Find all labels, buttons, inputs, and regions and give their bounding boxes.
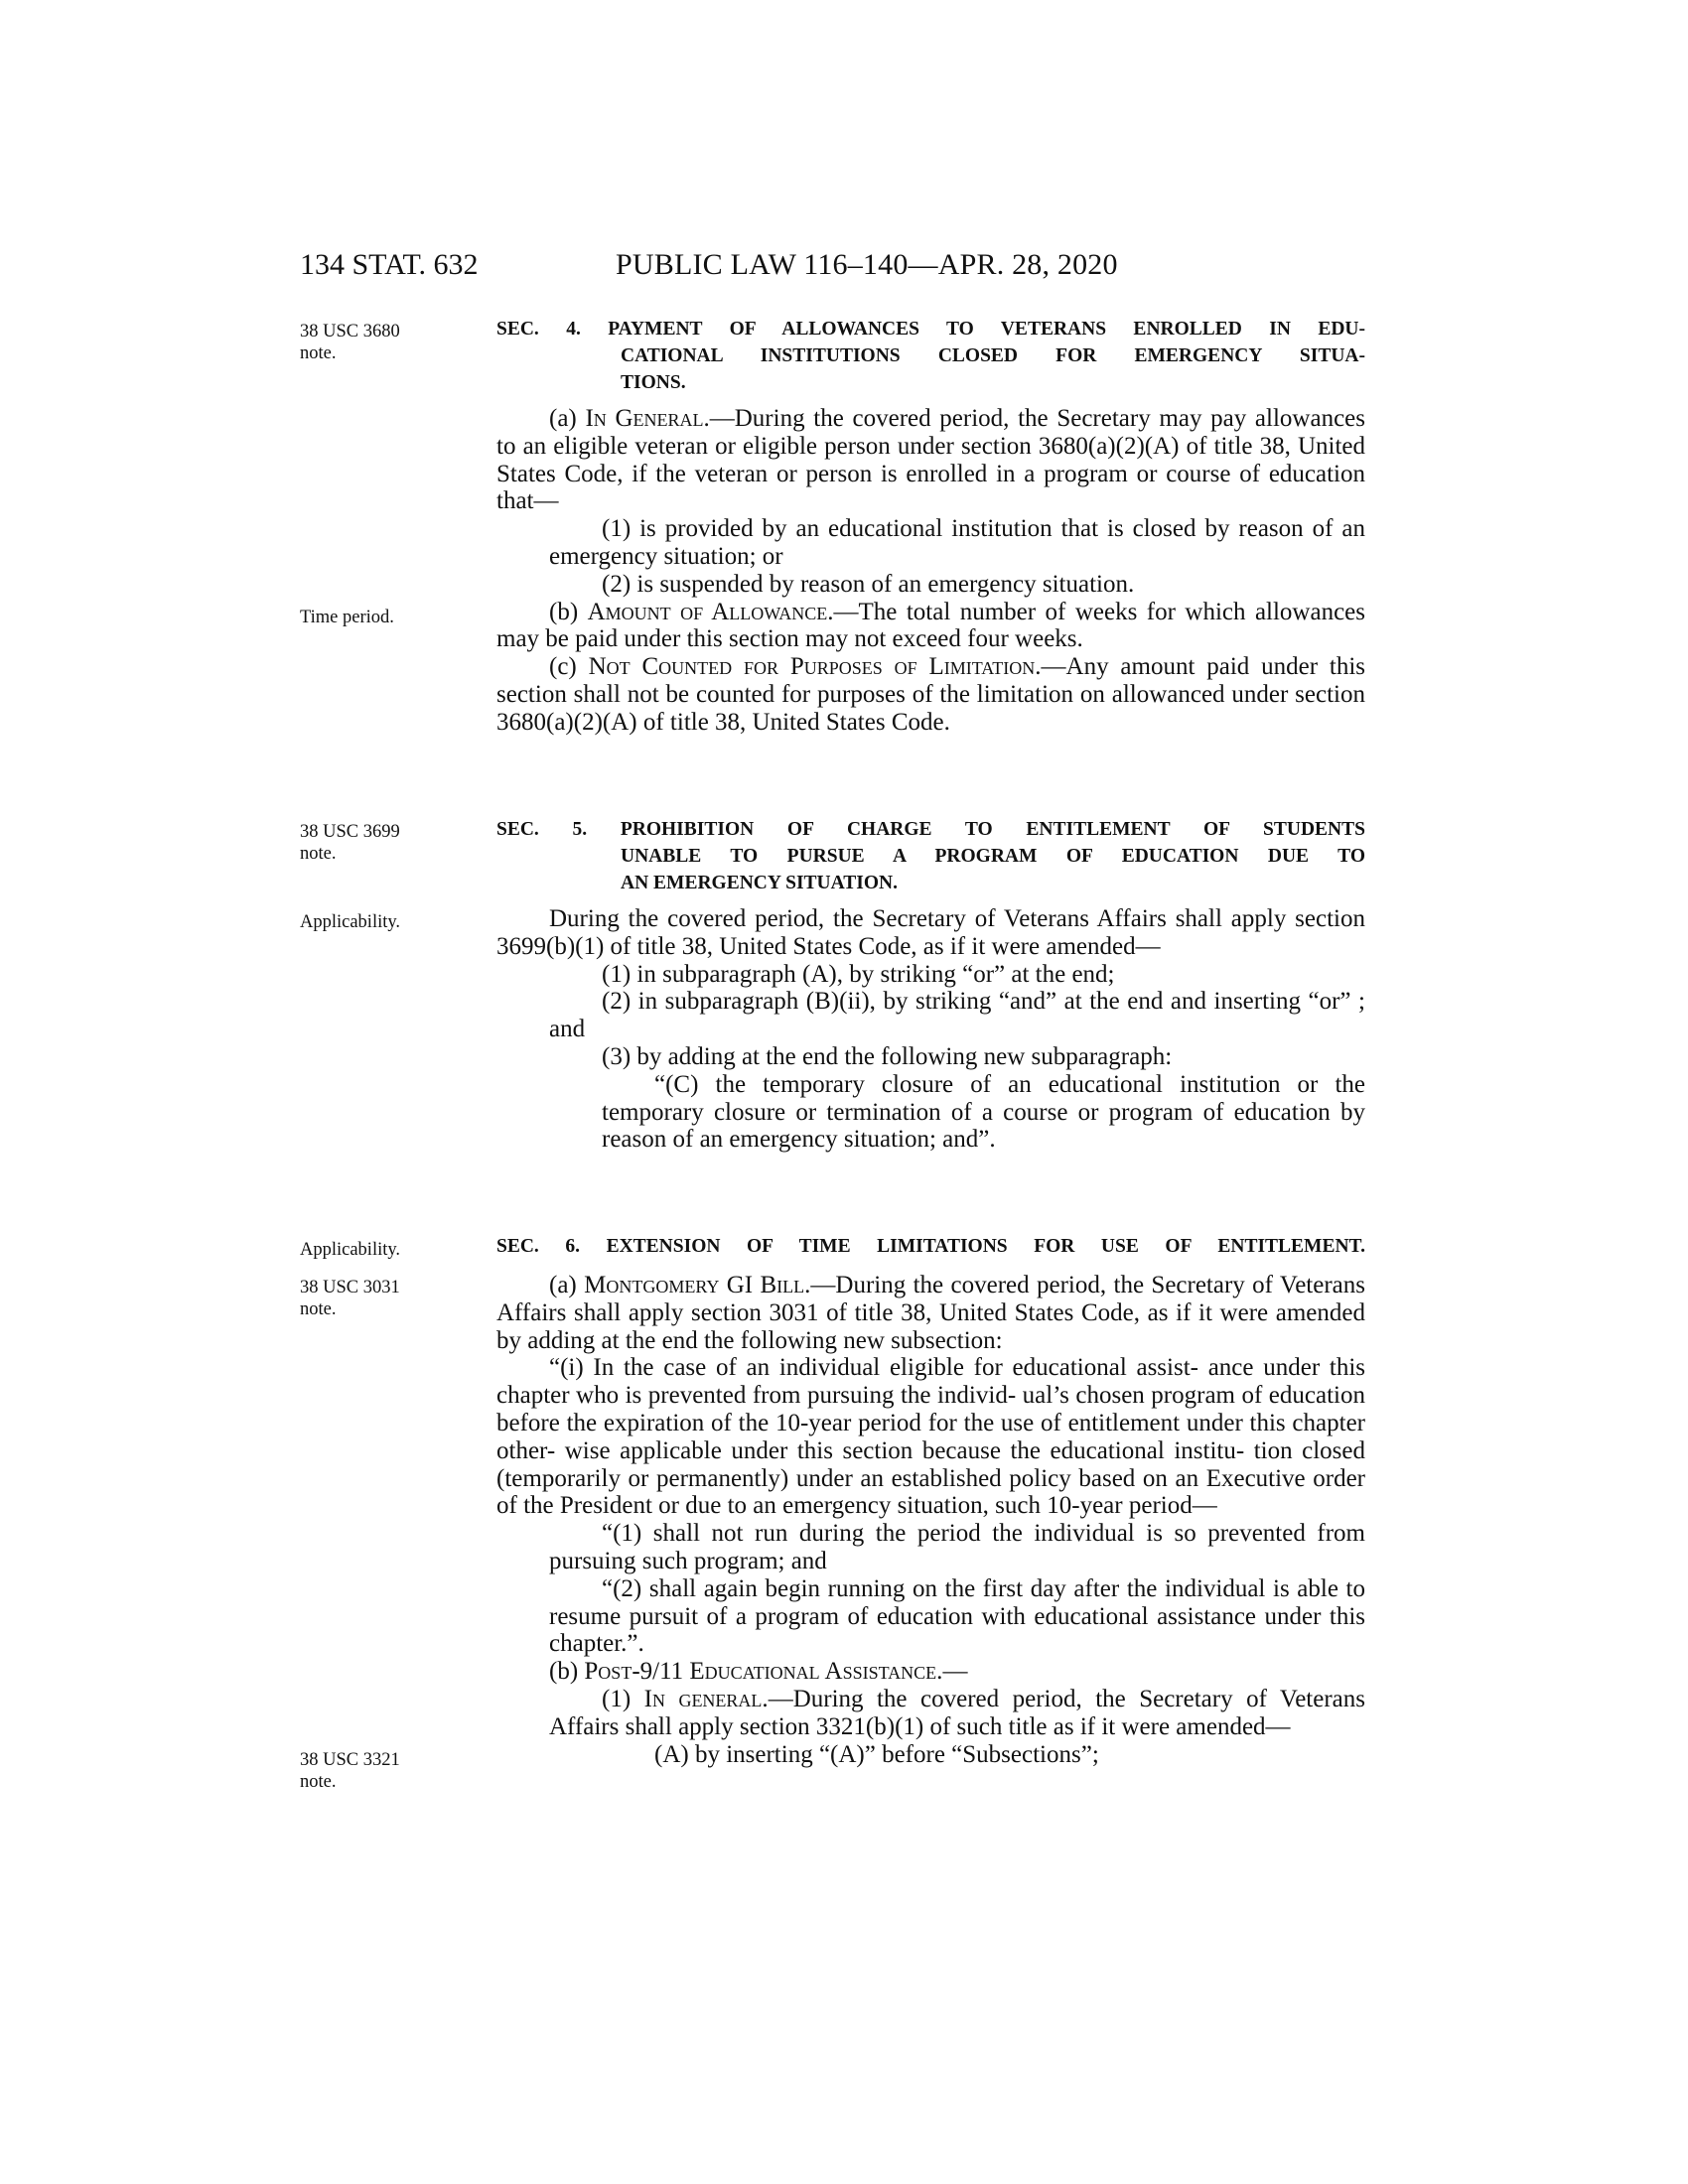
paragraph-2: (2) is suspended by reason of an emergency situation. (602, 570, 1135, 598)
margin-note-sec6b: 38 USC 3321 note. (300, 1750, 400, 1792)
section-5-heading: SEC. 5. PROHIBITION OF CHARGE TO ENTITLEMENT OF STUDENTS UNABLE TO PURSUE A PROGRAM OF EDUCATION DUE TO AN EMERGENCY SITUATION. (496, 819, 1365, 893)
margin-note-applicability: Applicability. (300, 1240, 401, 1260)
subsection-c: (c) Not Counted for Purposes of Limitation.—Any amount paid under this section shall not be counted for purposes of the limitation on allowanced under section 3680(a)(2)(A) of title 38, United States Code. (496, 653, 1365, 736)
paragraph-1: (1) is provided by an educational institution that is closed by reason of an emergency situation; or (549, 515, 1365, 570)
paragraph-3: (3) by adding at the end the following new subparagraph: (602, 1042, 1173, 1070)
subsection-b: (b) Post-9/11 Educational Assistance.— (549, 1658, 968, 1686)
paragraph-1: (1) In general.—During the covered period, the Secretary of Veterans Affairs shall apply section 3321(b)(1) of such title as if it were amended— (549, 1685, 1365, 1740)
paragraph-2: (2) in subparagraph (B)(ii), by striking “and” at the end and inserting “or” ; and (549, 988, 1365, 1043)
section-6-heading: SEC. 6. EXTENSION OF TIME LIMITATIONS FOR USE OF ENTITLEMENT. (496, 1236, 1365, 1257)
margin-note-applicability: Applicability. (300, 912, 401, 932)
section-5-body (496, 905, 1365, 1154)
margin-note-sec5: 38 USC 3699 note. (300, 822, 400, 864)
subsection-a: (a) Montgomery GI Bill.—During the covered period, the Secretary of Veterans Affairs shall apply section 3031 of title 38, United States Code, as if it were amended by adding at the end the following new subsection: (496, 1272, 1365, 1354)
subsection-b: (b) Amount of Allowance.—The total number of weeks for which allowances may be paid under this section may not exceed four weeks. (496, 598, 1366, 653)
section-5-intro: During the covered period, the Secretary of Veterans Affairs shall apply section 3699(b)(1) of title 38, United States Code, as if it were amended— (496, 905, 1365, 960)
section-4-heading: SEC. 4. PAYMENT OF ALLOWANCES TO VETERANS ENROLLED IN EDU- CATIONAL INSTITUTIONS CLOSED FOR EMERGENCY SITUA- TIONS. (496, 319, 1365, 393)
margin-note-time-period: Time period. (300, 608, 394, 627)
quoted-subparagraph-c: “(C) the temporary closure of an educational institution or the temporary closure or termination of a course or program of education by reason of an emergency situation; and”. (602, 1070, 1365, 1154)
subparagraph-a: (A) by inserting “(A)” before “Subsections”; (654, 1740, 1099, 1768)
subsection-a: (a) In General.—During the covered period, the Secretary may pay allowances to an eligible veteran or eligible person under section 3680(a)(2)(A) of title 38, United States Code, if the veteran or person is enrolled in a program or course of education that— (496, 405, 1365, 515)
page-title: PUBLIC LAW 116–140—APR. 28, 2020 (616, 248, 1118, 281)
section-6-body (496, 1272, 1365, 1768)
quoted-paragraph-2: “(2) shall again begin running on the first day after the individual is able to resume pursuit of a program of education with educational assistance under this chapter.”. (549, 1574, 1365, 1658)
quoted-paragraph-1: “(1) shall not run during the period the individual is so prevented from pursuing such program; and (549, 1520, 1365, 1574)
margin-note-sec6a: 38 USC 3031 note. (300, 1278, 400, 1319)
margin-note-sec4: 38 USC 3680 note. (300, 322, 400, 363)
paragraph-1: (1) in subparagraph (A), by striking “or” at the end; (602, 960, 1115, 988)
page-reference: 134 STAT. 632 (300, 248, 479, 281)
section-4-body (496, 405, 1365, 737)
quoted-subsection-i: “(i) In the case of an individual eligible for educational assist- ance under this chapter who is prevented from pursuing the individ- ual’s chosen program of education before the expiration of the 10-year period for the use of entitlement under this chapter other- wise applicable under this section because the educational institu- tion closed (temporarily or permanently) under an established policy based on an Executive order of the President or due to an emergency situation, such 10-year period— (496, 1354, 1365, 1520)
